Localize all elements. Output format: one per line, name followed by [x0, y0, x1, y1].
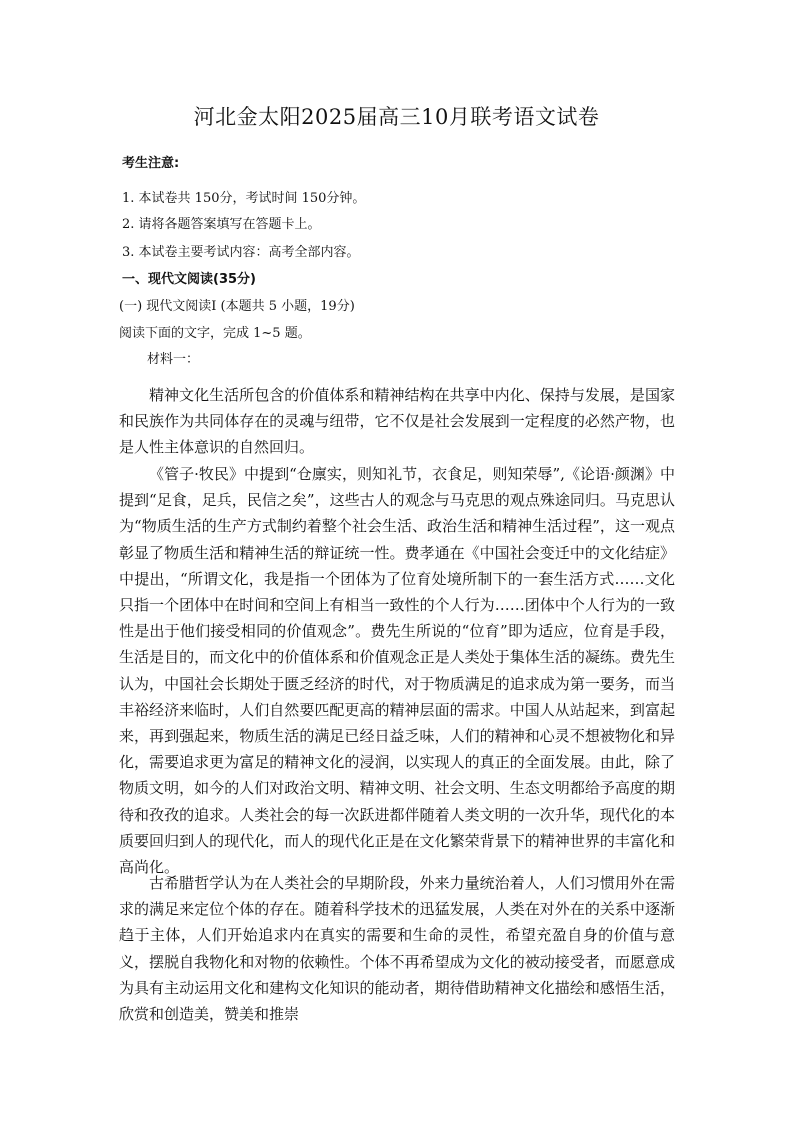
notice-item-1: 1. 本试卷共 150分，考试时间 150分钟。 — [122, 191, 366, 206]
paragraph-3: 古希腊哲学认为在人类社会的早期阶段，外来力量统治着人，人们习惯用外在需求的满足来定位个体的存在。随着科学技术的迅猛发展，人类在对外在的关系中逐渐趋于主体，人们开始追求内在真实的需要和生命的灵性，希望充盈自身的价值与意义，摆脱自我物化和对物的依赖性。个体不再希望成为文化的被动接受者，而愿意成为具有主动运用文化和建构文化知识的能动者，期待借助精神文化描绘和感悟生活，欣赏和创造美，赞美和推崇 — [119, 874, 675, 1024]
section-heading: 一、现代文阅读(35分) — [122, 272, 256, 287]
instruction-text: 阅读下面的文字，完成 1~5 题。 — [119, 326, 311, 341]
notice-item-2: 2. 请将各题答案填写在答题卡上。 — [122, 217, 321, 232]
paragraph-2: 《管子·牧民》中提到“仓廪实，则知礼节，衣食足，则知荣辱”,《论语·颜渊》中提到“足食，足兵，民信之矣”，这些古人的观念与马克思的观点殊途同归。马克思认为“物质生活的生产方式制约着整个社会生活、政治生活和精神生活过程”，这一观点彰显了物质生活和精神生活的辩证统一性。费孝通在《中国社会变迁中的文化结症》中提出，“所谓文化，我是指一个团体为了位育处境所制下的一套生活方式……文化只指一个团体中在时间和空间上有相当一致性的个人行为……团体中个人行为的一致性是出于他们接受相同的价值观念”。费先生所说的“位育”即为适应，位育是手段，生活是目的，而文化中的价值体系和价值观念正是人类处于集体生活的凝练。费先生认为，中国社会长期处于匮乏经济的时代，对于物质满足的追求成为第一要务，而当丰裕经济来临时，人们自然要匹配更高的精神层面的需求。中国人从站起来，到富起来，再到强起来，物质生活的满足已经日益乏味，人们的精神和心灵不想被物化和异化，需要追求更为富足的精神文化的浸润，以实现人的真正的全面发展。由此，除了物质文明，如今的人们对政治文明、精神文明、社会文明、生态文明都给予高度的期待和孜孜的追求。人类社会的每一次跃进都伴随着人类文明的一次升华，现代化的本质要回归到人的现代化，而人的现代化正是在文化繁荣背景下的精神世界的丰富化和高尚化。 — [119, 465, 675, 877]
exam-title: 河北金太阳2025届高三10月联考语文试卷 — [193, 105, 600, 129]
subsection-heading: (一) 现代文阅读Ⅰ (本题共 5 小题，19分) — [119, 299, 355, 314]
material-label: 材料一： — [147, 352, 200, 367]
notice-heading: 考生注意: — [122, 156, 180, 171]
notice-item-3: 3. 本试卷主要考试内容：高考全部内容。 — [122, 245, 360, 260]
paragraph-1: 精神文化生活所包含的价值体系和精神结构在共享中内化、保持与发展，是国家和民族作为共同体存在的灵魂与纽带，它不仅是社会发展到一定程度的必然产物，也是人性主体意识的自然回归。 — [119, 386, 675, 457]
